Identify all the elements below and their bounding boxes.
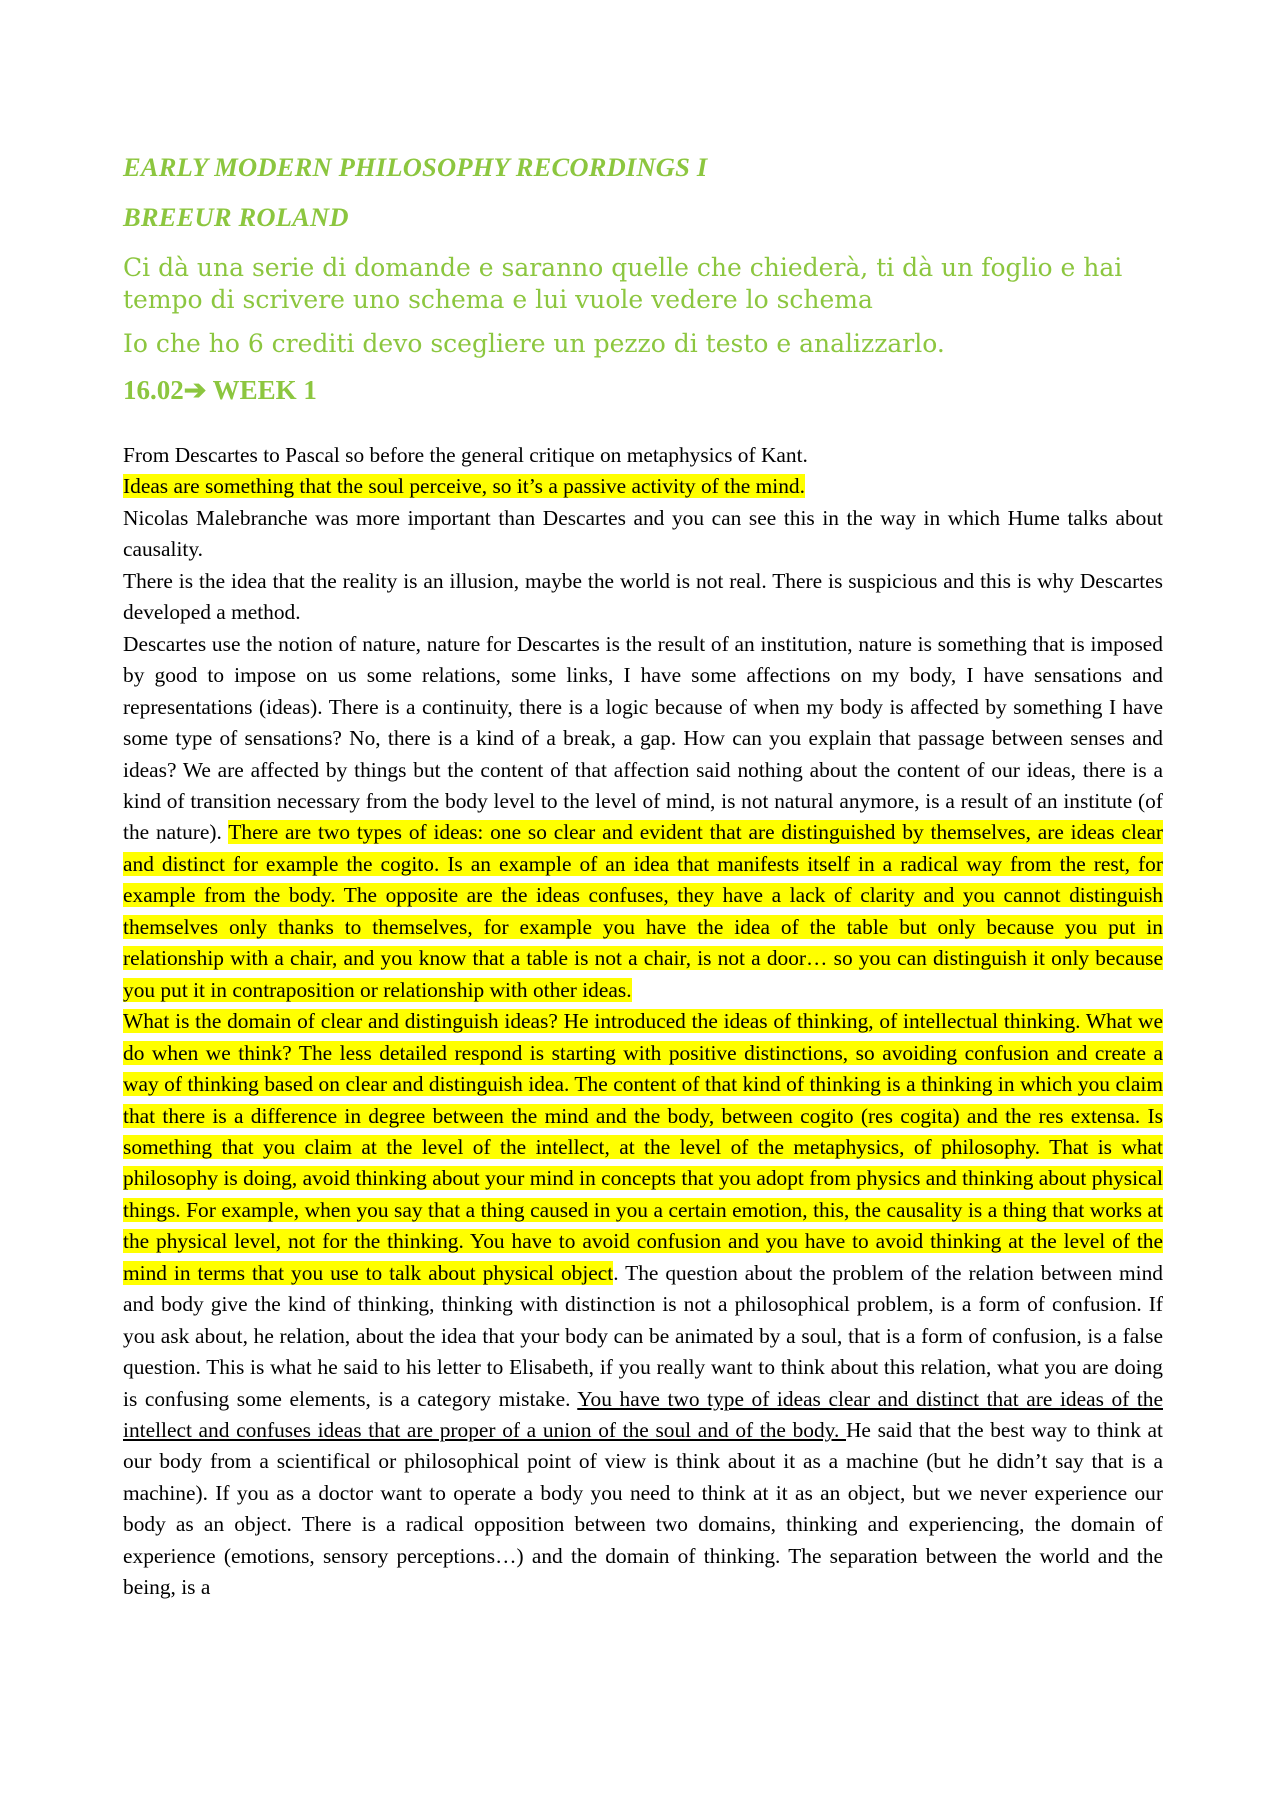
paragraph-1: From Descartes to Pascal so before the general critique on metaphysics of Kant.: [123, 442, 808, 467]
highlighted-text: There are two types of ideas: one so clear and evident that are distinguished by themselves, are ideas clear and distinct for example the cogito. Is an example of an idea that manifests itself in a radical way from the rest, for example from the body. The opposite are the ideas confuses, they have a lack of clarity and you cannot distinguish themselves only thanks: [123, 820, 1163, 939]
week-heading: [123, 374, 1163, 406]
week-date: 16.02: [123, 374, 184, 405]
document-title: EARLY MODERN PHILOSOPHY RECORDINGS I: [123, 152, 708, 182]
paragraph-6: [123, 1006, 1163, 1604]
underlined-text: You have two type of ideas clear and distinct that are ideas of the intellect and confuses ideas that are proper of a union of the soul and of the body.: [123, 1386, 1163, 1443]
document-content: [123, 152, 1163, 1604]
paragraph-6-text-end: He said that the best way to think at our body from a scientifical or philosophical point of view is think about it as a machine (but he didn’t say that is a machine). If you as a doctor want to operate a body you need to think at it as an object, but we never experience our body as an object. There is a radical opposition between two domains, thinking and experiencing, the domain of experience (emotions, sensory perceptions…) and the domain of thinking. The separation between the world and the being, is a: [123, 1418, 1163, 1600]
document-author: BREEUR ROLAND: [123, 201, 349, 232]
highlighted-text: to themselves, for example you have the idea of the table but only because you put in relationship with a chair, and you know that a table is not a chair, is not a door… so you can distinguish it only because you put it in contraposition or relationship with other ideas.: [123, 914, 1163, 1002]
week-label: WEEK 1: [206, 374, 317, 405]
paragraph-3: Nicolas Malebranche was more important than Descartes and you can see this in the way in which Hume talks about causality.: [123, 505, 1163, 562]
paragraph-6-text: . The question about the problem of the relation between mind and body give the kind of thinking, thinking with distinction is not a philosophical problem, is a form of confusion. If you ask about, he relation, about the idea that your body can be animated by a soul, that is a form of confusion, is a false question. This is what he said to his letter to Elisabeth, if you really want to think about this relation, what you are doing is confusing some elements, is a category mistake.: [123, 1260, 1163, 1411]
paragraph-4: There is the idea that the reality is an illusion, maybe the world is not real. There is suspicious and this is why Descartes developed a method.: [123, 568, 1163, 625]
paragraph-2: [123, 471, 1163, 502]
arrow-icon: ➔: [183, 374, 207, 405]
highlighted-text: What is the domain of clear and distinguish ideas? He introduced the ideas of thinking, of intellectual thinking. What we do when we think? The less detailed respond is starting with positive distinctions, so avoiding confusion and create a way of thinking based on clear and distinguish idea. The content of that kind of thinking is a thinking in which you claim that there is a difference in degree between the mind and the body, between cogito (res cogita) and the res extensa. Is something that you claim at the level of the intellect, at the level of the metaphysics, of philosophy. That is what philosophy is doing, avoid thinking about your mind in concepts that you adopt from physics and thinking about physical things. For example, when you say that a thing caused in you a certain emotion, this, the causality is a thing that works at the physical level, not for the thinking. You have to avoid confusion and you have to avoid thinking at the level of the mind in terms that you use to talk about physical object: [123, 1009, 1163, 1285]
paragraph-5: [123, 629, 1163, 1006]
exam-note-2: Io che ho 6 crediti devo scegliere un pezzo di testo e analizzarlo.: [123, 328, 945, 358]
paragraph-5-text: Descartes use the notion of nature, nature for Descartes is the result of an institution, nature is something that is imposed by good to impose on us some relations, some links, I have some affections on my body, I have sensations and representations (ideas). There is a continuity, there is a logic because of when my body is affected by something I have some type of sensations? No, there is a kind of a break, a gap. How can you explain that passage between senses and ideas? We are affected by things but the content of that affection said nothing about the content of our ideas, there is a kind of transition necessary from the body level to the level of mind, is not natural anymore, is a result of an institute (of the nature).: [123, 631, 1163, 845]
exam-note-1: Ci dà una serie di domande e saranno quelle che chiederà, ti dà un foglio e hai tempo di scrivere uno schema e lui vuole vedere lo schema: [123, 252, 1123, 314]
highlighted-text: Ideas are something that the soul perceive, so it’s a passive activity of the mind.: [123, 474, 805, 499]
body-text: [123, 440, 1163, 1604]
